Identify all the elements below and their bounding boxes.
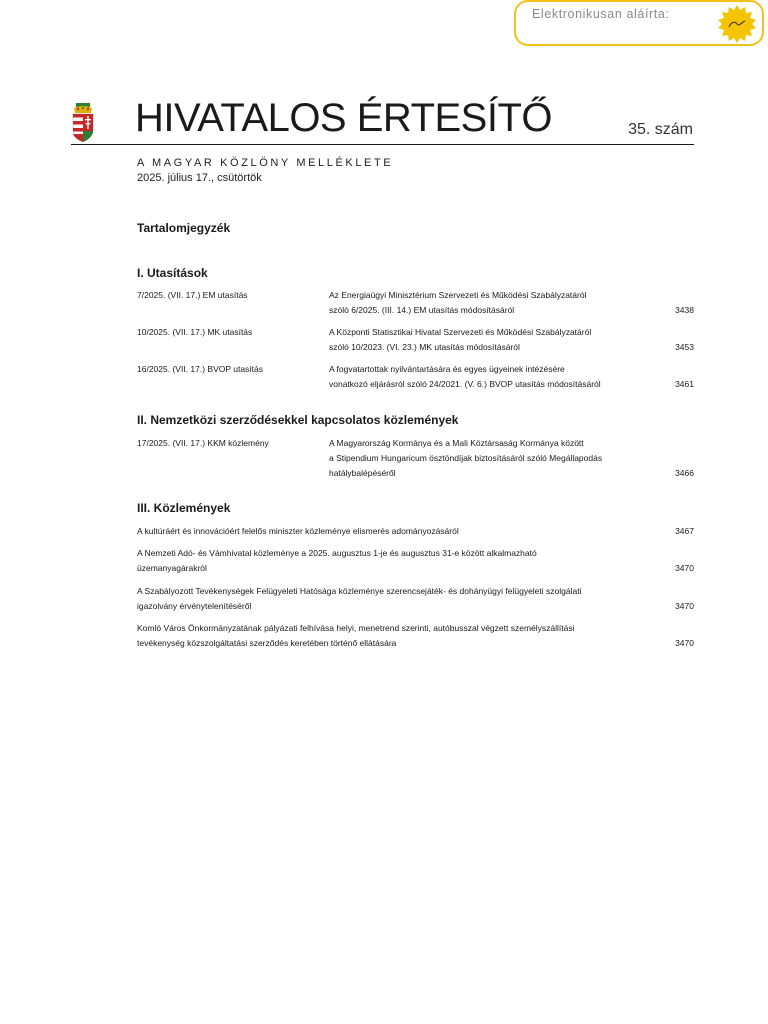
publication-subtitle: A MAGYAR KÖZLÖNY MELLÉKLETE xyxy=(137,157,394,169)
signature-label: Elektronikusan aláírta: xyxy=(532,7,670,21)
hungarian-coat-of-arms-icon xyxy=(71,103,95,143)
entry-description: A kultúráért és innovációért felelős miniszter közleménye elismerés adományozásáról xyxy=(137,526,459,536)
entry-page-number: 3470 xyxy=(675,563,694,573)
entry-description: A Szabályozott Tevékenységek Felügyeleti Hatósága közleménye szerencsejáték- és dohányügyi felügyeleti szolgálati igazolvány érvénytelenítéséről xyxy=(137,586,582,611)
toc-entry[interactable] xyxy=(137,288,694,318)
publication-title: HIVATALOS ÉRTESÍTŐ xyxy=(135,96,553,140)
toc-entry[interactable] xyxy=(137,436,694,481)
entry-code: 17/2025. (VII. 17.) KKM közlemény xyxy=(137,438,269,448)
entry-description: A fogvatartottak nyilvántartására és egyes ügyeinek intézésére vonatkozó eljárásról szóló 24/2021. (V. 6.) BVOP utasítás módosításáról xyxy=(329,364,601,389)
electronic-signature-box xyxy=(514,0,764,46)
toc-entry[interactable] xyxy=(137,621,694,651)
issue-number: 35. szám xyxy=(628,121,693,138)
entry-page-number: 3470 xyxy=(675,638,694,648)
entry-code: 16/2025. (VII. 17.) BVOP utasítás xyxy=(137,364,263,374)
toc-entry[interactable] xyxy=(137,524,694,539)
section-title-nemzetkozi: II. Nemzetközi szerződésekkel kapcsolatos közlemények xyxy=(137,413,459,427)
toc-entry[interactable] xyxy=(137,546,694,576)
entry-page-number: 3470 xyxy=(675,601,694,611)
section-title-utasitasok: I. Utasítások xyxy=(137,266,208,280)
toc-entry[interactable] xyxy=(137,584,694,614)
entry-code: 10/2025. (VII. 17.) MK utasítás xyxy=(137,327,253,337)
publication-date: 2025. július 17., csütörtök xyxy=(137,172,262,184)
entry-page-number: 3461 xyxy=(675,379,694,389)
entry-description: Komló Város Önkormányzatának pályázati felhívása helyi, menetrend szerinti, autóbusszal végzett személyszállítási tevékenység közszolgáltatási szerződés keretében történő ellátására xyxy=(137,623,575,648)
entry-code: 7/2025. (VII. 17.) EM utasítás xyxy=(137,290,248,300)
entry-page-number: 3466 xyxy=(675,468,694,478)
entry-description: A Központi Statisztikai Hivatal Szervezeti és Működési Szabályzatáról szóló 10/2023. (VI. 23.) MK utasítás módosításáról xyxy=(329,327,592,352)
entry-description: A Magyarország Kormánya és a Mali Köztársaság Kormánya között a Stipendium Hungaricum ösztöndíjak biztosításáról szóló Megállapodás hatálybalépéséről xyxy=(329,438,603,478)
header-divider xyxy=(71,144,694,145)
entry-page-number: 3453 xyxy=(675,342,694,352)
toc-title: Tartalomjegyzék xyxy=(137,221,231,235)
entry-description: A Nemzeti Adó- és Vámhivatal közleménye a 2025. augusztus 1-je és augusztus 31-e között alkalmazható üzemanyagárakról xyxy=(137,548,537,573)
toc-entry[interactable] xyxy=(137,362,694,392)
entry-description: Az Energiaügyi Minisztérium Szervezeti és Működési Szabályzatáról szóló 6/2025. (III. 14.) EM utasítás módosításáról xyxy=(329,290,587,315)
entry-page-number: 3467 xyxy=(675,526,694,536)
section-title-kozlemenyek: III. Közlemények xyxy=(137,501,231,515)
entry-page-number: 3438 xyxy=(675,305,694,315)
toc-entry[interactable] xyxy=(137,325,694,355)
signature-seal-icon xyxy=(717,4,757,44)
